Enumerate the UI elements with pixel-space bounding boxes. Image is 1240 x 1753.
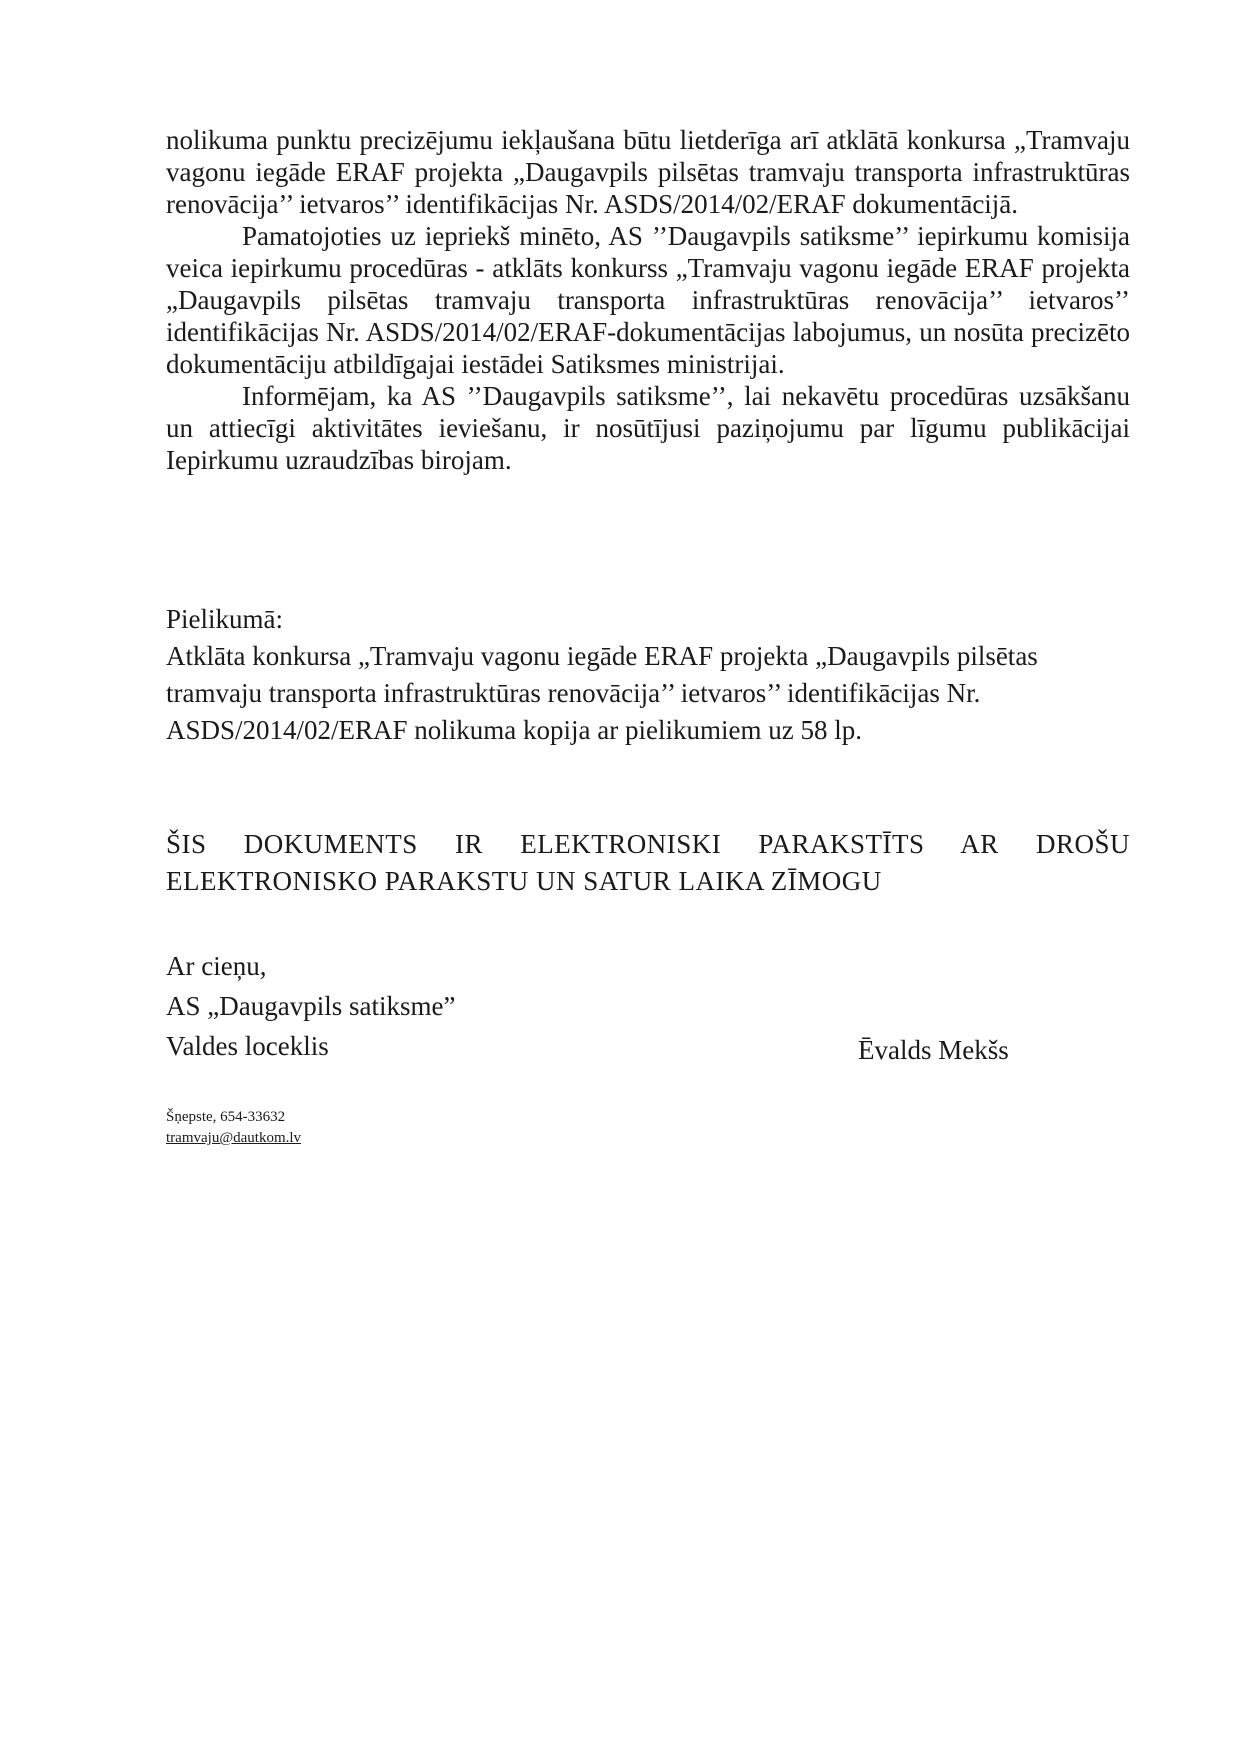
paragraph-continuation: nolikuma punktu precizējumu iekļaušana būtu lietderīga arī atklātā konkursa „Tramvaju vagonu iegāde ERAF projekta „Daugavpils pilsētas tramvaju transporta infrastruktūras renovācija’’ ietvaros’’ identifikācijas Nr. ASDS/2014/02/ERAF dokumentācijā. — [166, 125, 1130, 219]
closing-organization: AS „Daugavpils satiksme” — [166, 991, 456, 1021]
paragraph-information: Informējam, ka AS ’’Daugavpils satiksme’’, lai nekavētu procedūras uzsākšanu un attiecīgi aktivitātes ieviešanu, ir nosūtījusi paziņojumu par līgumu publikācijai Iepirkumu uzraudzības birojam. — [166, 381, 1130, 475]
contact-block — [166, 1107, 301, 1149]
appendix-heading: Pielikumā: — [166, 604, 283, 634]
closing-position: Valdes loceklis — [166, 1031, 329, 1061]
closing-greeting: Ar cieņu, — [166, 951, 267, 981]
closing-block — [166, 946, 766, 1066]
paragraph-procurement-commission: Pamatojoties uz iepriekš minēto, AS ’’Daugavpils satiksme’’ iepirkumu komisija veica iepirkumu procedūras - atklāts konkurss „Tramvaju vagonu iegāde ERAF projekta „Daugavpils pilsētas tramvaju transporta infrastruktūras renovācija’’ ietvaros’’ identifikācijas Nr. ASDS/2014/02/ERAF-dokumentācijas labojumus, un nosūta precizēto dokumentāciju atbildīgajai iestādei Satiksmes ministrijai. — [166, 221, 1130, 379]
contact-email[interactable]: tramvaju@dautkom.lv — [166, 1130, 302, 1146]
signer-name: Ēvalds Mekšs — [858, 1035, 1009, 1065]
letter-body — [166, 124, 1130, 476]
contact-line: Šņepste, 654-33632 — [166, 1109, 286, 1125]
appendix-section — [166, 601, 1130, 749]
electronic-signature-notice: ŠIS DOKUMENTS IR ELEKTRONISKI PARAKSTĪTS AR DROŠU ELEKTRONISKO PARAKSTU UN SATUR LAIKA ZĪMOGU — [166, 829, 1130, 896]
appendix-text: Atklāta konkursa „Tramvaju vagonu iegāde ERAF projekta „Daugavpils pilsētas tramvaju transporta infrastruktūras renovācija’’ ietvaros’’ identifikācijas Nr. ASDS/2014/02/ERAF nolikuma kopija ar pielikumiem uz 58 lp. — [166, 641, 1038, 745]
